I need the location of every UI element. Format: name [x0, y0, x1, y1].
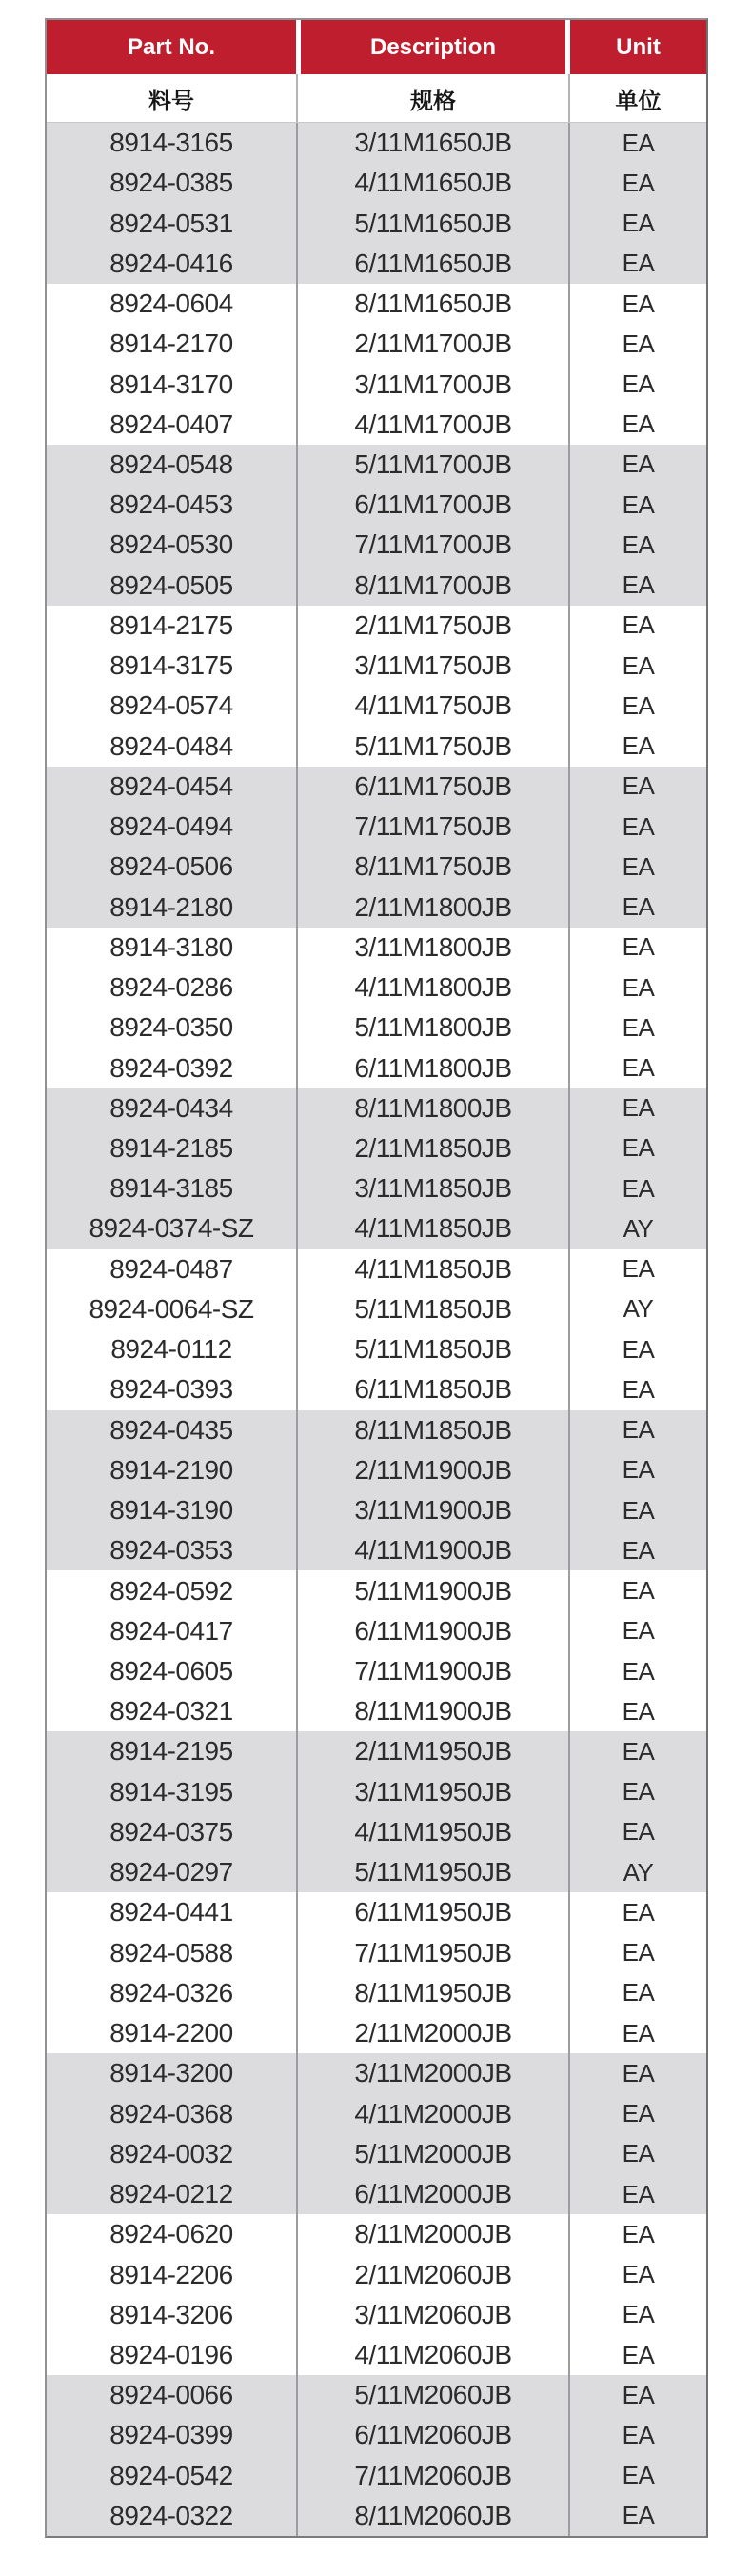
table-row [47, 2053, 706, 2093]
description-cell: 2/11M1950JB [296, 1731, 570, 1771]
description-cell: 3/11M2060JB [296, 2295, 570, 2335]
unit-cell: EA [622, 409, 655, 439]
table-row [47, 405, 706, 445]
unit-cell: EA [622, 369, 655, 399]
description-cell: 4/11M1750JB [296, 686, 570, 726]
part-no-cell: 8924-0392 [109, 1052, 233, 1083]
part-no-cell: 8924-0374-SZ [89, 1213, 254, 1244]
description-cell: 3/11M1900JB [296, 1490, 570, 1530]
description-cell: 3/11M1850JB [296, 1168, 570, 1208]
table-row [47, 606, 706, 646]
table-row [47, 1410, 706, 1450]
unit-cell: EA [622, 128, 655, 157]
table-row [47, 123, 706, 163]
unit-cell: EA [622, 1535, 655, 1565]
part-no-cell: 8914-3175 [109, 650, 233, 681]
description-cell: 5/11M2000JB [296, 2134, 570, 2174]
description-cell: 2/11M1700JB [296, 324, 570, 364]
part-no-cell: 8924-0032 [109, 2138, 233, 2168]
part-no-cell: 8924-0542 [109, 2460, 233, 2490]
unit-cell: EA [622, 249, 655, 278]
table-row [47, 1772, 706, 1812]
column-header-description: Description [296, 20, 570, 74]
table-row [47, 2254, 706, 2294]
unit-cell: EA [622, 2260, 655, 2289]
unit-cell: EA [622, 1455, 655, 1485]
table-row [47, 1611, 706, 1651]
description-cell: 6/11M1950JB [296, 1892, 570, 1932]
column-subheader-unit: 单位 [615, 87, 662, 114]
description-cell: 7/11M1950JB [296, 1933, 570, 1973]
part-no-cell: 8914-3195 [109, 1776, 233, 1807]
unit-cell: EA [622, 449, 655, 479]
table-row [47, 485, 706, 525]
description-cell: 6/11M1700JB [296, 485, 570, 525]
unit-cell: EA [622, 2058, 655, 2087]
description-cell: 4/11M1900JB [296, 1530, 570, 1570]
table-row [47, 847, 706, 887]
table-row [47, 767, 706, 807]
unit-cell: EA [622, 209, 655, 238]
part-no-cell: 8924-0530 [109, 529, 233, 560]
table-row [47, 1289, 706, 1329]
unit-cell: EA [622, 168, 655, 197]
table-row [47, 1530, 706, 1570]
table-row [47, 2295, 706, 2335]
unit-cell: EA [622, 1415, 655, 1445]
unit-cell: EA [622, 851, 655, 881]
description-cell: 3/11M1650JB [296, 123, 570, 163]
unit-cell: EA [622, 1053, 655, 1082]
part-no-cell: 8924-0417 [109, 1615, 233, 1646]
part-no-cell: 8924-0604 [109, 289, 233, 319]
part-no-cell: 8914-2200 [109, 2018, 233, 2048]
description-cell: 8/11M2000JB [296, 2214, 570, 2254]
part-no-cell: 8914-2170 [109, 329, 233, 359]
unit-cell: EA [622, 1133, 655, 1163]
unit-cell: EA [622, 489, 655, 519]
table-row [47, 1651, 706, 1691]
table-row [47, 1128, 706, 1168]
description-cell: 5/11M1800JB [296, 1008, 570, 1048]
part-no-cell: 8914-3185 [109, 1173, 233, 1204]
unit-cell: EA [622, 570, 655, 600]
description-cell: 3/11M1700JB [296, 364, 570, 404]
unit-cell: EA [622, 932, 655, 962]
unit-cell: EA [622, 1777, 655, 1807]
table-row [47, 2214, 706, 2254]
table-row [47, 1369, 706, 1409]
description-cell: 8/11M1900JB [296, 1691, 570, 1731]
table-row [47, 566, 706, 606]
table-row [47, 163, 706, 203]
table-header-row [47, 20, 706, 74]
part-no-cell: 8914-3200 [109, 2058, 233, 2088]
description-cell: 5/11M1700JB [296, 445, 570, 485]
description-cell: 8/11M1750JB [296, 847, 570, 887]
description-cell: 4/11M1850JB [296, 1208, 570, 1248]
description-cell: 5/11M1650JB [296, 203, 570, 243]
table-row [47, 1450, 706, 1490]
table-row [47, 2013, 706, 2053]
part-no-cell: 8924-0297 [109, 1857, 233, 1887]
part-no-cell: 8924-0385 [109, 168, 233, 198]
description-cell: 2/11M2060JB [296, 2254, 570, 2294]
description-cell: 6/11M1800JB [296, 1048, 570, 1088]
description-cell: 2/11M1900JB [296, 1450, 570, 1490]
part-no-cell: 8924-0494 [109, 811, 233, 842]
description-cell: 5/11M1950JB [296, 1852, 570, 1892]
table-row [47, 525, 706, 565]
unit-cell: EA [622, 2461, 655, 2490]
part-no-cell: 8914-2185 [109, 1132, 233, 1163]
description-cell: 4/11M1700JB [296, 405, 570, 445]
description-cell: 4/11M2060JB [296, 2335, 570, 2375]
table-row [47, 2375, 706, 2415]
part-no-cell: 8924-0326 [109, 1977, 233, 2007]
unit-cell: EA [622, 690, 655, 720]
description-cell: 6/11M2060JB [296, 2415, 570, 2455]
unit-cell: EA [622, 1616, 655, 1646]
part-no-cell: 8914-2190 [109, 1454, 233, 1485]
unit-cell: EA [622, 610, 655, 640]
part-no-cell: 8924-0212 [109, 2179, 233, 2209]
description-cell: 5/11M1850JB [296, 1289, 570, 1329]
part-no-cell: 8914-2180 [109, 891, 233, 922]
parts-table [45, 18, 708, 2538]
table-row [47, 445, 706, 485]
part-no-cell: 8924-0605 [109, 1656, 233, 1687]
table-row [47, 364, 706, 404]
table-row [47, 928, 706, 968]
unit-cell: EA [622, 2219, 655, 2248]
table-row [47, 807, 706, 847]
description-cell: 7/11M1900JB [296, 1651, 570, 1691]
description-cell: 6/11M1750JB [296, 767, 570, 807]
unit-cell: EA [622, 1817, 655, 1847]
description-cell: 4/11M1650JB [296, 163, 570, 203]
part-no-cell: 8924-0064-SZ [89, 1293, 254, 1324]
description-cell: 2/11M1750JB [296, 606, 570, 646]
unit-cell: EA [622, 2501, 655, 2530]
description-cell: 8/11M1850JB [296, 1410, 570, 1450]
table-body [47, 123, 706, 2536]
unit-cell: EA [622, 329, 655, 358]
part-no-cell: 8924-0368 [109, 2098, 233, 2128]
unit-cell: EA [622, 1696, 655, 1726]
unit-cell: EA [622, 2420, 655, 2449]
column-header-part-no: Part No. [47, 20, 296, 74]
part-no-cell: 8924-0416 [109, 248, 233, 278]
part-no-cell: 8924-0393 [109, 1374, 233, 1405]
unit-cell: EA [622, 1897, 655, 1927]
unit-cell: EA [622, 2018, 655, 2047]
table-row [47, 2456, 706, 2496]
description-cell: 8/11M1650JB [296, 284, 570, 324]
part-no-cell: 8924-0620 [109, 2219, 233, 2249]
part-no-cell: 8924-0375 [109, 1816, 233, 1847]
part-no-cell: 8924-0506 [109, 851, 233, 882]
table-row [47, 968, 706, 1008]
unit-cell: EA [622, 1254, 655, 1284]
table-row [47, 203, 706, 243]
description-cell: 3/11M1800JB [296, 928, 570, 968]
part-no-cell: 8914-2206 [109, 2259, 233, 2289]
part-no-cell: 8924-0066 [109, 2380, 233, 2410]
description-cell: 8/11M1950JB [296, 1973, 570, 2013]
table-row [47, 1490, 706, 1530]
part-no-cell: 8914-2195 [109, 1736, 233, 1767]
part-no-cell: 8914-3165 [109, 128, 233, 158]
description-cell: 4/11M2000JB [296, 2093, 570, 2133]
unit-cell: EA [622, 1093, 655, 1123]
part-no-cell: 8914-3180 [109, 931, 233, 962]
table-row [47, 1973, 706, 2013]
column-header-unit: Unit [570, 20, 706, 74]
description-cell: 6/11M2000JB [296, 2174, 570, 2214]
part-no-cell: 8924-0322 [109, 2500, 233, 2530]
part-no-cell: 8914-3190 [109, 1495, 233, 1526]
description-cell: 7/11M2060JB [296, 2456, 570, 2496]
unit-cell: EA [622, 1334, 655, 1364]
unit-cell: EA [622, 650, 655, 680]
part-no-cell: 8924-0286 [109, 972, 233, 1003]
unit-cell: EA [622, 771, 655, 801]
part-no-cell: 8924-0453 [109, 489, 233, 520]
unit-cell: EA [622, 972, 655, 1002]
part-no-cell: 8924-0321 [109, 1696, 233, 1727]
table-row [47, 1812, 706, 1852]
part-no-cell: 8914-3170 [109, 369, 233, 399]
column-subheader-part-no: 料号 [148, 87, 194, 114]
part-no-cell: 8924-0505 [109, 569, 233, 600]
description-cell: 7/11M1750JB [296, 807, 570, 847]
part-no-cell: 8924-0484 [109, 730, 233, 761]
part-no-cell: 8924-0435 [109, 1414, 233, 1445]
unit-cell: EA [622, 731, 655, 761]
part-no-cell: 8924-0487 [109, 1253, 233, 1284]
table-row [47, 2335, 706, 2375]
table-row [47, 1933, 706, 1973]
part-no-cell: 8924-0353 [109, 1535, 233, 1566]
table-row [47, 2496, 706, 2536]
table-row [47, 1731, 706, 1771]
unit-cell: EA [622, 1374, 655, 1404]
table-row [47, 727, 706, 767]
unit-cell: EA [622, 1012, 655, 1042]
unit-cell: EA [622, 811, 655, 841]
unit-cell: EA [622, 2139, 655, 2168]
description-cell: 4/11M1850JB [296, 1249, 570, 1289]
description-cell: 4/11M1800JB [296, 968, 570, 1008]
description-cell: 8/11M1800JB [296, 1088, 570, 1128]
table-row [47, 1570, 706, 1610]
table-row [47, 2174, 706, 2214]
description-cell: 3/11M2000JB [296, 2053, 570, 2093]
part-no-cell: 8924-0407 [109, 409, 233, 439]
description-cell: 6/11M1900JB [296, 1611, 570, 1651]
description-cell: 3/11M1950JB [296, 1772, 570, 1812]
part-no-cell: 8924-0196 [109, 2340, 233, 2369]
table-row [47, 1048, 706, 1088]
unit-cell: AY [623, 1857, 654, 1887]
table-row [47, 324, 706, 364]
description-cell: 2/11M1800JB [296, 887, 570, 927]
unit-cell: EA [622, 2380, 655, 2409]
part-no-cell: 8924-0574 [109, 690, 233, 721]
description-cell: 2/11M2000JB [296, 2013, 570, 2053]
part-no-cell: 8924-0441 [109, 1897, 233, 1927]
description-cell: 5/11M1900JB [296, 1570, 570, 1610]
unit-cell: AY [623, 1213, 654, 1243]
part-no-cell: 8924-0434 [109, 1092, 233, 1123]
table-row [47, 1008, 706, 1048]
unit-cell: EA [622, 1736, 655, 1766]
unit-cell: EA [622, 2179, 655, 2208]
unit-cell: EA [622, 529, 655, 559]
part-no-cell: 8924-0399 [109, 2420, 233, 2450]
description-cell: 4/11M1950JB [296, 1812, 570, 1852]
table-subheader-row [47, 74, 706, 123]
part-no-cell: 8924-0588 [109, 1937, 233, 1967]
description-cell: 6/11M1650JB [296, 244, 570, 284]
unit-cell: EA [622, 1495, 655, 1525]
unit-cell: EA [622, 892, 655, 922]
description-cell: 5/11M1750JB [296, 727, 570, 767]
description-cell: 8/11M1700JB [296, 566, 570, 606]
description-cell: 8/11M2060JB [296, 2496, 570, 2536]
table-row [47, 1088, 706, 1128]
description-cell: 2/11M1850JB [296, 1128, 570, 1168]
part-no-cell: 8924-0350 [109, 1012, 233, 1043]
table-row [47, 2093, 706, 2133]
unit-cell: EA [622, 1978, 655, 2007]
part-no-cell: 8924-0592 [109, 1575, 233, 1606]
table-row [47, 1329, 706, 1369]
part-no-cell: 8924-0454 [109, 770, 233, 801]
unit-cell: EA [622, 2300, 655, 2329]
table-row [47, 686, 706, 726]
part-no-cell: 8914-2175 [109, 609, 233, 640]
table-row [47, 1852, 706, 1892]
table-row [47, 244, 706, 284]
table-row [47, 887, 706, 927]
description-cell: 3/11M1750JB [296, 646, 570, 686]
table-row [47, 1892, 706, 1932]
unit-cell: EA [622, 1173, 655, 1203]
unit-cell: EA [622, 2099, 655, 2128]
table-row [47, 1208, 706, 1248]
table-row [47, 2415, 706, 2455]
unit-cell: EA [622, 1656, 655, 1686]
unit-cell: EA [622, 289, 655, 318]
table-row [47, 284, 706, 324]
part-no-cell: 8914-3206 [109, 2299, 233, 2329]
unit-cell: EA [622, 1576, 655, 1606]
unit-cell: AY [623, 1294, 654, 1324]
table-row [47, 1168, 706, 1208]
unit-cell: EA [622, 2340, 655, 2369]
description-cell: 5/11M1850JB [296, 1329, 570, 1369]
part-no-cell: 8924-0548 [109, 449, 233, 479]
description-cell: 7/11M1700JB [296, 525, 570, 565]
table-row [47, 1249, 706, 1289]
table-row [47, 1691, 706, 1731]
table-row [47, 646, 706, 686]
unit-cell: EA [622, 1938, 655, 1967]
description-cell: 5/11M2060JB [296, 2375, 570, 2415]
table-row [47, 2134, 706, 2174]
column-subheader-description: 规格 [296, 74, 570, 122]
part-no-cell: 8924-0112 [110, 1334, 232, 1365]
description-cell: 6/11M1850JB [296, 1369, 570, 1409]
part-no-cell: 8924-0531 [109, 208, 233, 238]
